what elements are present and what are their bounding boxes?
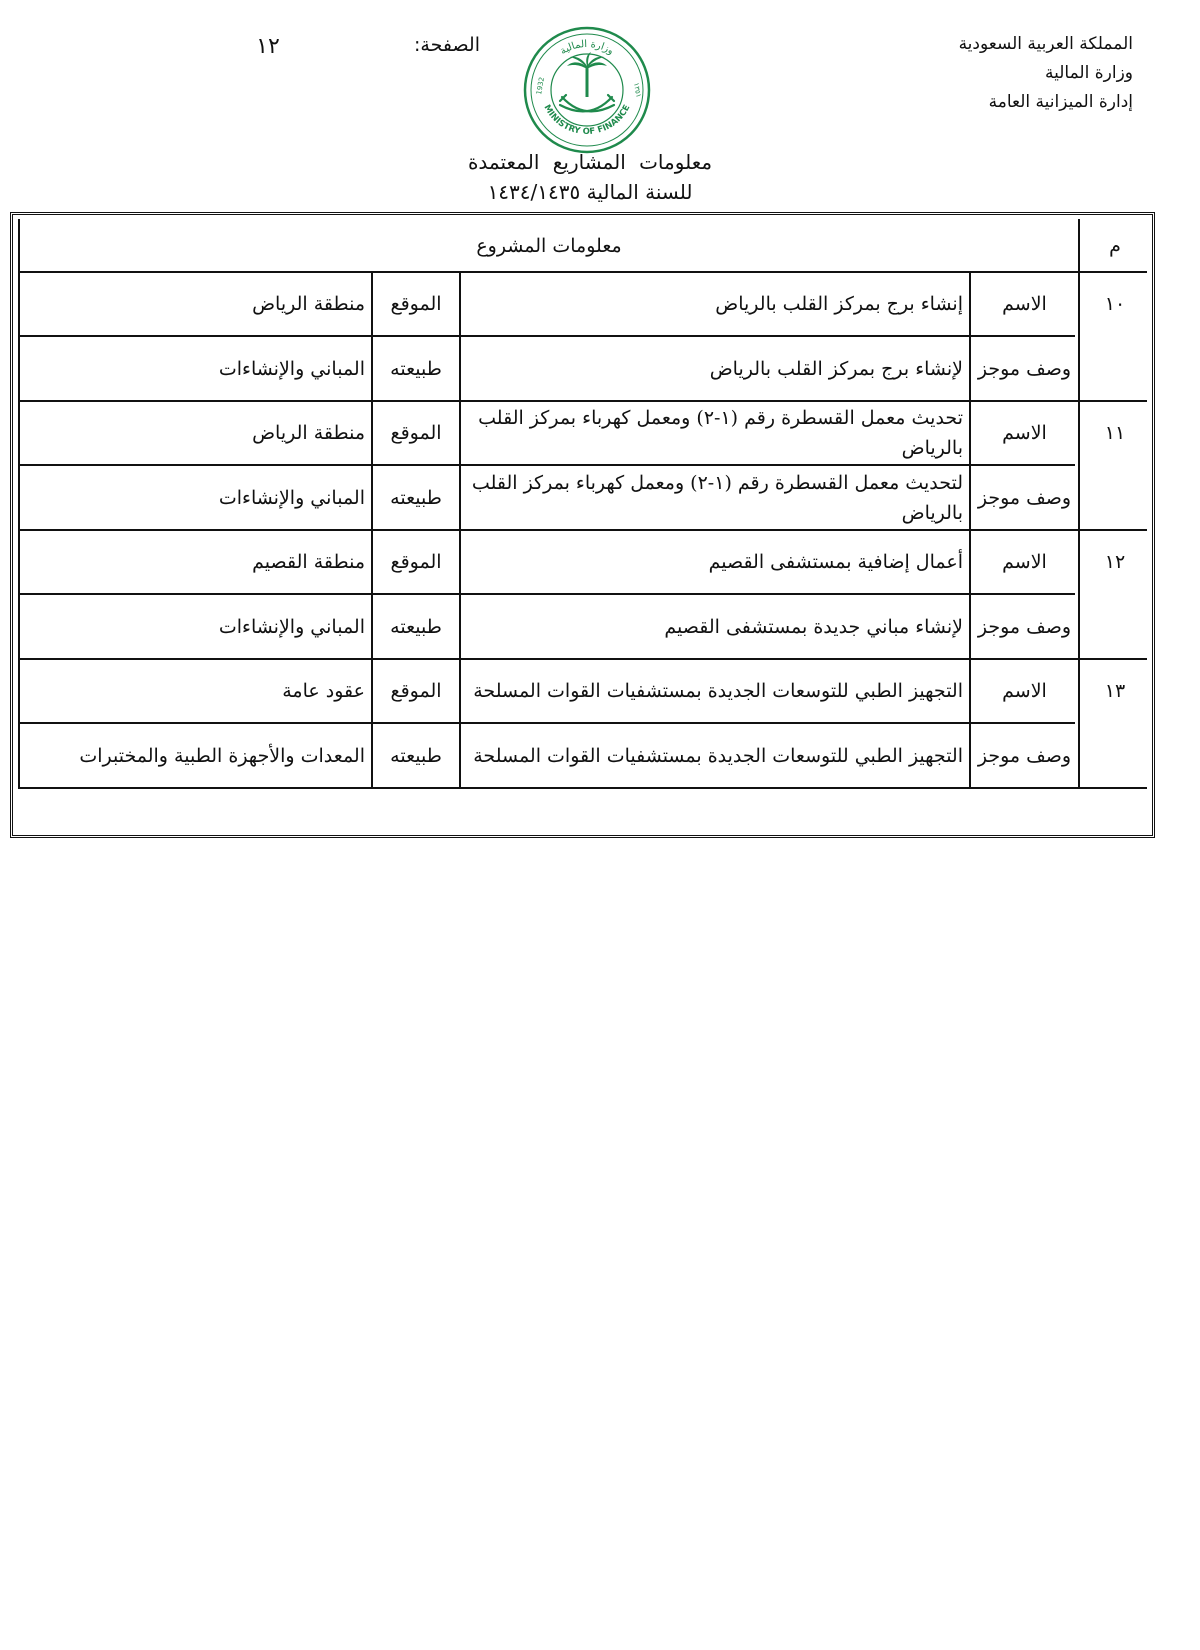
document-subtitle: للسنة المالية ١٤٣٤/١٤٣٥: [487, 180, 693, 204]
description-label: وصف موجز: [977, 357, 1072, 380]
seal-year-right: ١٣٥١: [632, 81, 643, 99]
nature-label: طبيعته: [390, 486, 442, 509]
column-header-project-info: معلومات المشروع: [476, 235, 622, 257]
project-name: التجهيز الطبي للتوسعات الجديدة بمستشفيات القوات المسلحة: [473, 680, 963, 702]
ministry-seal-icon: [522, 25, 652, 155]
svg-text:MINISTRY OF FINANCE: [542, 103, 633, 137]
ministry-name: وزارة المالية: [1045, 63, 1133, 83]
description-label: وصف موجز: [977, 615, 1072, 638]
project-number: ١٠: [1104, 293, 1126, 315]
description-label: وصف موجز: [977, 486, 1072, 509]
seal-bottom-text: MINISTRY OF FINANCE: [541, 103, 633, 138]
location-label: الموقع: [390, 680, 442, 702]
project-location: منطقة الرياض: [252, 293, 365, 315]
project-location: منطقة الرياض: [252, 422, 365, 444]
project-number: ١٣: [1104, 680, 1126, 702]
document-title: معلومات المشاريع المعتمدة: [467, 150, 713, 174]
nature-label: طبيعته: [390, 615, 442, 638]
description-label: وصف موجز: [977, 744, 1072, 767]
project-name: تحديث معمل القسطرة رقم (١-٢) ومعمل كهرباء بمركز القلب بالرياض: [478, 407, 963, 459]
table-bottom-line: [18, 787, 1147, 789]
location-label: الموقع: [390, 551, 442, 573]
projects-table: [10, 212, 1155, 838]
project-number: ١١: [1104, 422, 1126, 444]
crossed-swords-icon: [560, 95, 614, 111]
project-name: إنشاء برج بمركز القلب بالرياض: [715, 293, 963, 315]
project-nature: المعدات والأجهزة الطبية والمختبرات: [79, 744, 365, 767]
column-header-number: م: [1109, 235, 1121, 257]
project-nature: المباني والإنشاءات: [218, 486, 365, 509]
project-location: منطقة القصيم: [252, 551, 365, 573]
name-label: الاسم: [1002, 551, 1047, 573]
page-label: الصفحة:: [413, 34, 480, 56]
project-nature: المباني والإنشاءات: [218, 615, 365, 638]
palm-tree-icon: [567, 52, 607, 97]
ministry-header: [873, 30, 1133, 117]
project-description: التجهيز الطبي للتوسعات الجديدة بمستشفيات القوات المسلحة: [473, 744, 963, 767]
seal-top-text: وزارة المالية: [558, 38, 616, 58]
project-nature: المباني والإنشاءات: [218, 357, 365, 380]
location-label: الموقع: [390, 422, 442, 444]
project-number: ١٢: [1104, 551, 1126, 573]
location-label: الموقع: [390, 293, 442, 315]
name-label: الاسم: [1002, 680, 1047, 702]
nature-label: طبيعته: [390, 744, 442, 767]
country-name: المملكة العربية السعودية: [958, 34, 1133, 54]
seal-year-left: 1932: [535, 76, 547, 96]
project-description: لتحديث معمل القسطرة رقم (١-٢) ومعمل كهرباء بمركز القلب بالرياض: [471, 471, 963, 524]
name-label: الاسم: [1002, 422, 1047, 444]
page-number: ١٢: [256, 34, 280, 59]
project-name: أعمال إضافية بمستشفى القصيم: [708, 551, 963, 573]
nature-label: طبيعته: [390, 357, 442, 380]
name-label: الاسم: [1002, 293, 1047, 315]
project-description: لإنشاء مباني جديدة بمستشفى القصيم: [664, 615, 963, 638]
project-location: عقود عامة: [282, 680, 365, 702]
department-name: إدارة الميزانية العامة: [988, 92, 1133, 112]
project-description: لإنشاء برج بمركز القلب بالرياض: [709, 357, 963, 380]
